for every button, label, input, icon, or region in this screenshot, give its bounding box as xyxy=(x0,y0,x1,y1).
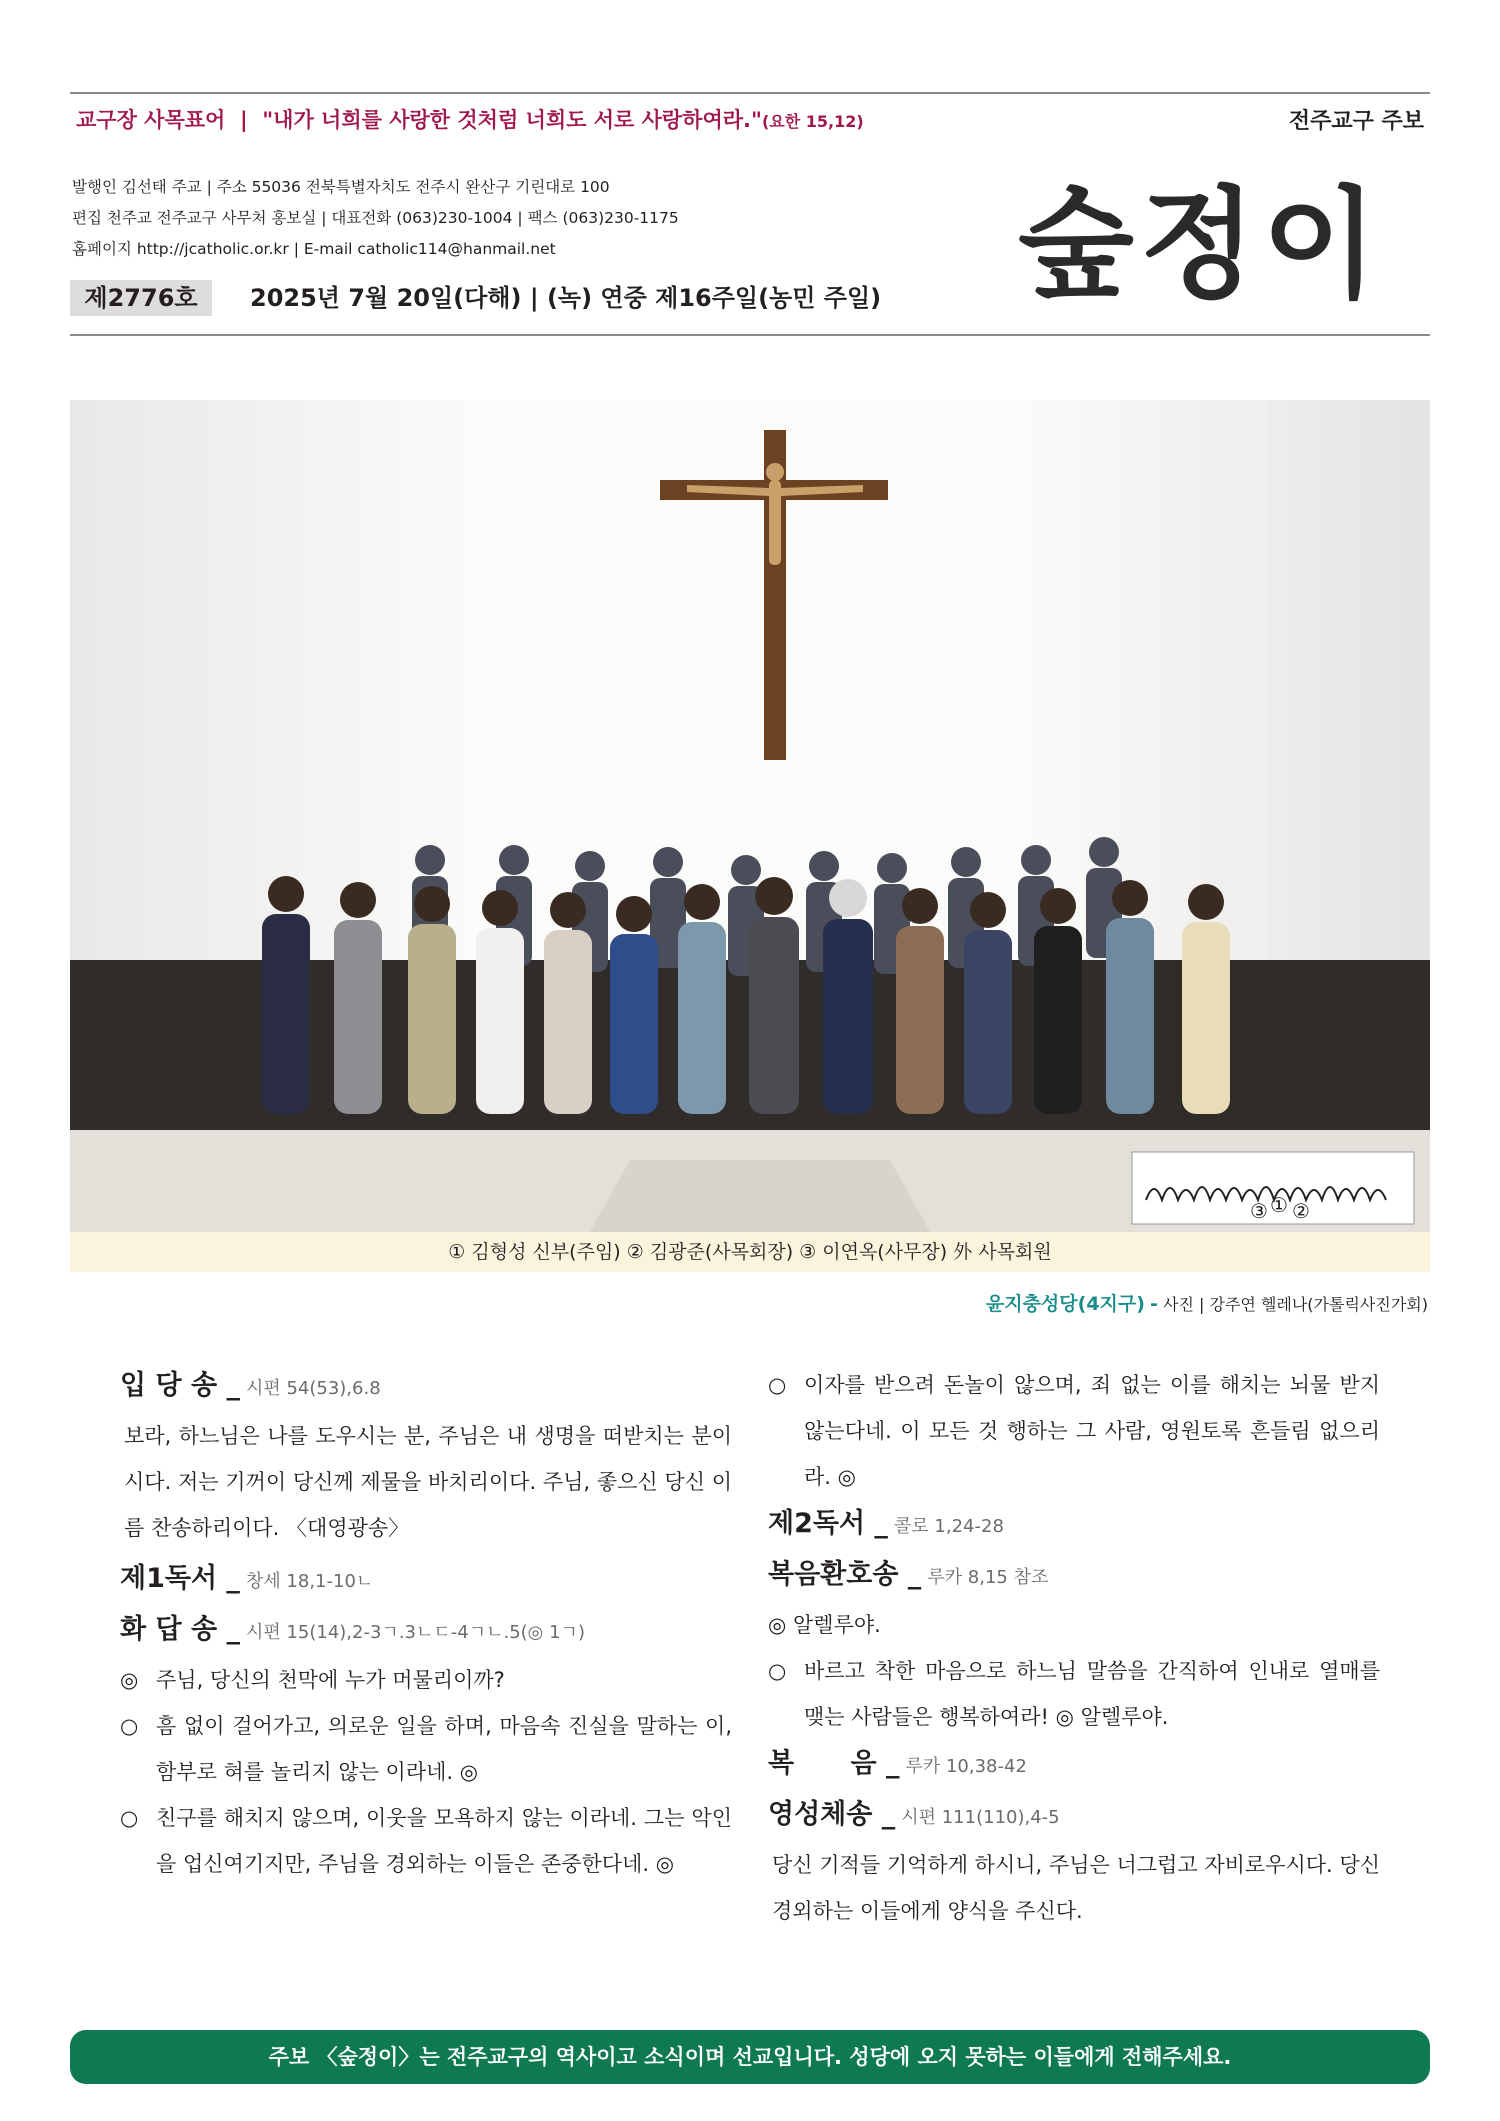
psalm-heading xyxy=(120,1606,732,1657)
entrance-reference: 시편 54(53),6.8 xyxy=(245,1378,381,1399)
psalm-title: 화 답 송 _ xyxy=(120,1614,240,1645)
publisher-line: 발행인 김선태 주교 | 주소 55036 전북특별자치도 전주시 완산구 기린대로 100 xyxy=(72,178,610,196)
psalm-verse-1 xyxy=(120,1703,732,1795)
church-name: 윤지충성당(4지구) xyxy=(985,1293,1145,1315)
communion-antiphon-text: 당신 기적들 기억하게 하시니, 주님은 너그럽고 자비로우시다. 당신 경외하는 이들에게 양식을 주신다. xyxy=(772,1853,1380,1923)
alleluia-verse xyxy=(768,1648,1380,1740)
credit-dash: - xyxy=(1150,1293,1158,1315)
issue-number: 제2776호 xyxy=(70,280,212,316)
alleluia-heading xyxy=(768,1551,1380,1602)
verse-mark: ○ xyxy=(120,1806,139,1830)
first-reading-reference: 창세 18,1-10ㄴ xyxy=(245,1571,374,1592)
diocesan-motto xyxy=(76,104,864,134)
gospel-reference: 루카 10,38-42 xyxy=(905,1756,1027,1777)
alleluia-title: 복음환호송 _ xyxy=(768,1559,922,1590)
readings-right-column xyxy=(768,1362,1380,1934)
psalm-response-text: 주님, 당신의 천막에 누가 머물리이까? xyxy=(156,1668,505,1692)
bulletin-name: 전주교구 주보 xyxy=(1288,109,1424,134)
gospel-heading xyxy=(768,1740,1380,1791)
psalm-verse-3-text: 이자를 받으려 돈놀이 않으며, 죄 없는 이를 해치는 뇌물 받지 않는다네. 이 모든 것 행하는 그 사람, 영원토록 흔들림 없으리라. ◎ xyxy=(804,1373,1380,1489)
top-rule xyxy=(70,92,1430,94)
psalm-verse-1-text: 흠 없이 걸어가고, 의로운 일을 하며, 마음속 진실을 말하는 이, 함부로 혀를 놀리지 않는 이라네. ◎ xyxy=(156,1714,732,1784)
photo-credit xyxy=(986,1289,1428,1316)
second-reading-heading xyxy=(768,1500,1380,1551)
inset-label-1: ① xyxy=(1270,1193,1288,1217)
inset-label-3: ③ xyxy=(1250,1199,1268,1223)
entrance-title: 입 당 송 _ xyxy=(120,1370,240,1401)
photographer: 사진 | 강주연 헬레나(가톨릭사진가회) xyxy=(1163,1295,1428,1314)
first-reading-heading xyxy=(120,1555,732,1606)
verse-mark: ○ xyxy=(768,1659,787,1683)
issue-date: 2025년 7월 20일(다해) | (녹) 연중 제16주일(농민 주일) xyxy=(250,284,882,312)
header-rule xyxy=(70,334,1430,336)
publisher-info xyxy=(72,172,679,265)
gospel-title: 복 음 _ xyxy=(768,1748,900,1779)
psalm-reference: 시편 15(14),2-3ㄱ.3ㄴㄷ-4ㄱㄴ.5(◎ 1ㄱ) xyxy=(245,1622,585,1643)
motto-text: "내가 너희를 사랑한 것처럼 너희도 서로 사랑하여라." xyxy=(262,108,762,132)
photo-caption: ① 김형성 신부(주임) ② 김광준(사목회장) ③ 이연옥(사무장) 外 사목회원 xyxy=(70,1232,1430,1272)
alleluia-verse-text: 바르고 착한 마음으로 하느님 말씀을 간직하여 인내로 열매를 맺는 사람들은 행복하여라! ◎ 알렐루야. xyxy=(804,1659,1380,1729)
verse-mark: ○ xyxy=(768,1373,787,1397)
verse-mark: ○ xyxy=(120,1714,139,1738)
second-reading-title: 제2독서 _ xyxy=(768,1508,888,1539)
motto-label: 교구장 사목표어 xyxy=(76,108,226,132)
cover-photo-illustration xyxy=(70,400,1430,1232)
communion-heading xyxy=(768,1791,1380,1842)
communion-title: 영성체송 _ xyxy=(768,1799,896,1830)
communion-reference: 시편 111(110),4-5 xyxy=(901,1807,1060,1828)
psalm-response xyxy=(120,1657,732,1703)
psalm-verse-2 xyxy=(120,1795,732,1887)
readings-left-column xyxy=(120,1362,732,1887)
alleluia-reference: 루카 8,15 참조 xyxy=(927,1567,1049,1588)
entrance-antiphon-text: 보라, 하느님은 나를 도우시는 분, 주님은 내 생명을 떠받치는 분이시다. 저는 기꺼이 당신께 제물을 바치리이다. 주님, 좋으신 당신 이름 찬송하리이다. 〈대영광송〉 xyxy=(124,1424,732,1540)
entrance-antiphon-heading xyxy=(120,1362,732,1413)
homepage-line: 홈페이지 http://jcatholic.or.kr | E-mail catholic114@hanmail.net xyxy=(72,240,556,258)
motto-reference: (요한 15,12) xyxy=(761,112,864,131)
alleluia-response: ◎ 알렐루야. xyxy=(768,1613,881,1637)
second-reading-reference: 콜로 1,24-28 xyxy=(893,1516,1004,1537)
inset-label-2: ② xyxy=(1292,1199,1310,1223)
response-mark: ◎ xyxy=(120,1668,139,1692)
cover-photo xyxy=(70,400,1430,1232)
photo-key-inset xyxy=(1132,1152,1414,1224)
psalm-verse-2-text: 친구를 해치지 않으며, 이웃을 모욕하지 않는 이라네. 그는 악인을 업신여기지만, 주님을 경외하는 이들은 존중한다네. ◎ xyxy=(156,1806,732,1876)
masthead-title: 숲정이 xyxy=(1018,174,1384,315)
masthead-logo xyxy=(1018,170,1438,320)
footer-banner: 주보 〈숲정이〉는 전주교구의 역사이고 소식이며 선교입니다. 성당에 오지 못하는 이들에게 전해주세요. xyxy=(70,2030,1430,2084)
psalm-verse-3 xyxy=(768,1362,1380,1500)
editor-line: 편집 천주교 전주교구 사무처 홍보실 | 대표전화 (063)230-1004 | 팩스 (063)230-1175 xyxy=(72,209,679,227)
first-reading-title: 제1독서 _ xyxy=(120,1563,240,1594)
motto-separator: | xyxy=(239,108,248,132)
